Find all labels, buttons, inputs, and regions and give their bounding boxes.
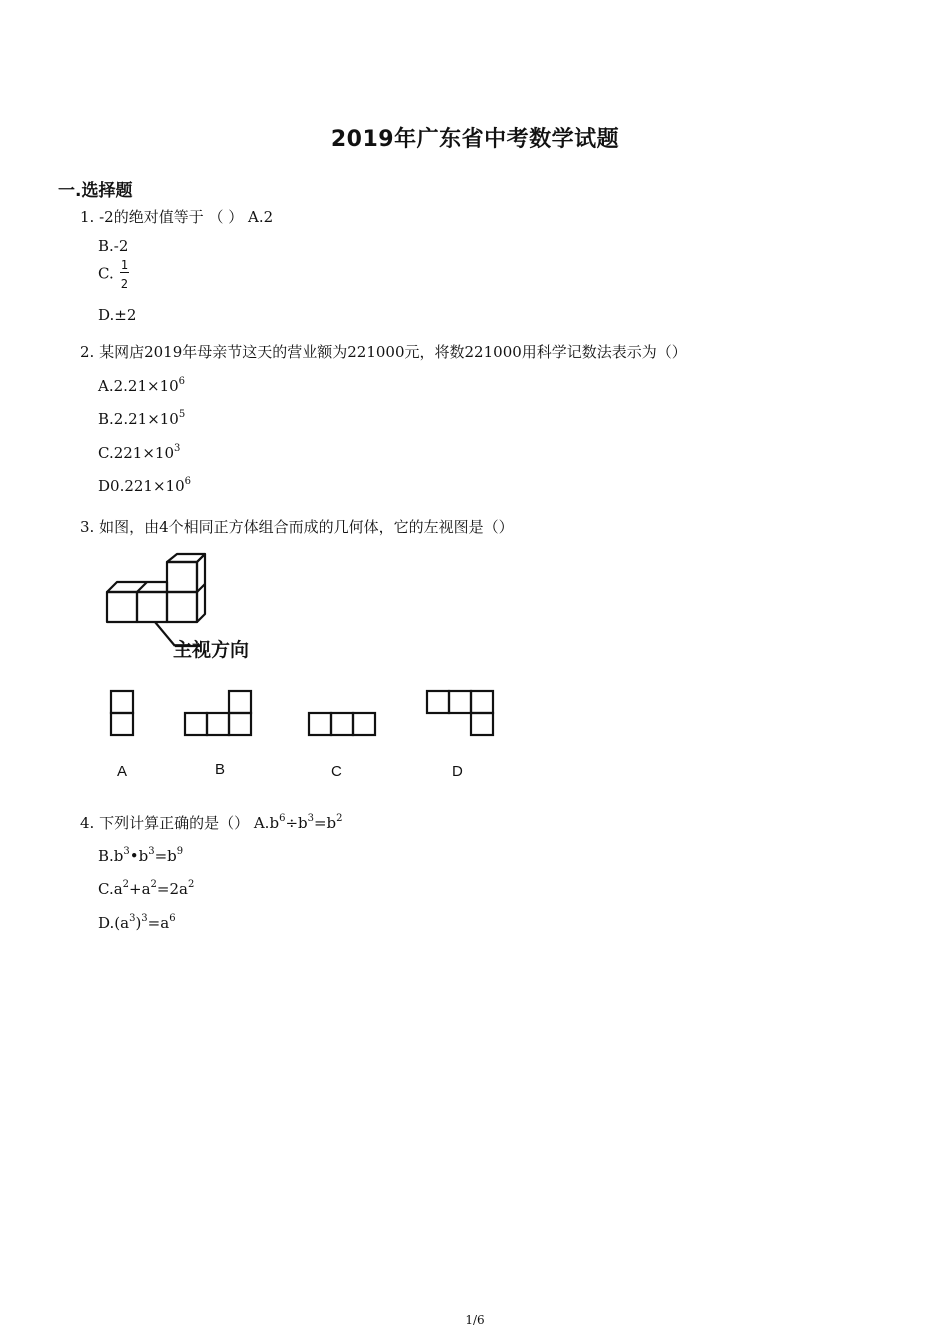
exponent: 2 [150,879,157,890]
equals: =a [147,914,170,932]
question-2-option-a [98,376,185,396]
question-4-stem [80,813,343,833]
exponent: 2 [336,813,343,824]
question-1-option-c [98,258,129,291]
option-a-label: A [117,763,128,780]
option-d-base: D0.221×10 [98,477,185,495]
equals: =b [154,847,177,865]
exponent: 3 [148,846,155,857]
term: B.b [98,847,124,865]
exponent: 3 [307,813,314,824]
question-1-option-d: D.±2 [98,306,137,324]
term: C.a [98,880,123,898]
term: D.(a [98,914,130,932]
option-c-base: C.221×10 [98,444,174,462]
exponent: 3 [129,913,136,924]
question-2-stem: 2. 某网店2019年母亲节这天的营业额为221000元，将数221000用科学记数法表示为（） [80,343,687,361]
option-c-prefix: C. [98,264,114,283]
page-number: 1/6 [465,1313,485,1327]
cube-figure [95,550,515,804]
equals: =2a [156,880,188,898]
equals: =b [313,814,337,832]
exponent: 6 [169,913,176,924]
option-b-label: B [215,761,226,778]
question-1-stem: 1. -2的绝对值等于 （ ） A.2 [80,208,274,226]
exponent: 3 [123,846,130,857]
fraction [120,258,129,291]
question-2-option-b [98,409,185,429]
question-3-stem: 3. 如图，由4个相同正方体组合而成的几何体，它的左视图是（） [80,518,514,536]
question-4-option-c [98,879,194,899]
option-d-label: D [452,763,463,780]
page-title: 2019年广东省中考数学试题 [330,127,620,152]
operator: ) [135,914,142,932]
q4-stem-prefix: 4. 下列计算正确的是（） A.b [80,814,280,832]
question-2-option-d [98,476,191,496]
view-direction-label: 主视方向 [173,639,250,661]
operator: +a [129,880,151,898]
option-b-exponent: 5 [178,409,186,420]
exponent: 2 [122,879,130,890]
exponent: 2 [187,879,195,890]
option-c-label: C [331,763,342,780]
option-a-base: A.2.21×10 [98,377,179,395]
question-4-option-b [98,846,183,866]
question-4-option-d [98,913,176,933]
section-heading: 一.选择题 [58,181,133,201]
option-d-exponent: 6 [184,476,191,487]
fraction-numerator: 1 [120,258,128,272]
option-c-exponent: 3 [174,443,181,454]
exponent: 6 [279,813,286,824]
option-a-exponent: 6 [178,376,186,387]
exponent: 9 [176,846,184,857]
question-1-option-b: B.-2 [98,237,129,255]
question-2-option-c [98,443,180,463]
operator: ÷b [285,814,308,832]
fraction-denominator: 2 [120,277,128,291]
exponent: 3 [141,913,148,924]
operator: •b [129,847,149,865]
option-b-base: B.2.21×10 [98,410,179,428]
